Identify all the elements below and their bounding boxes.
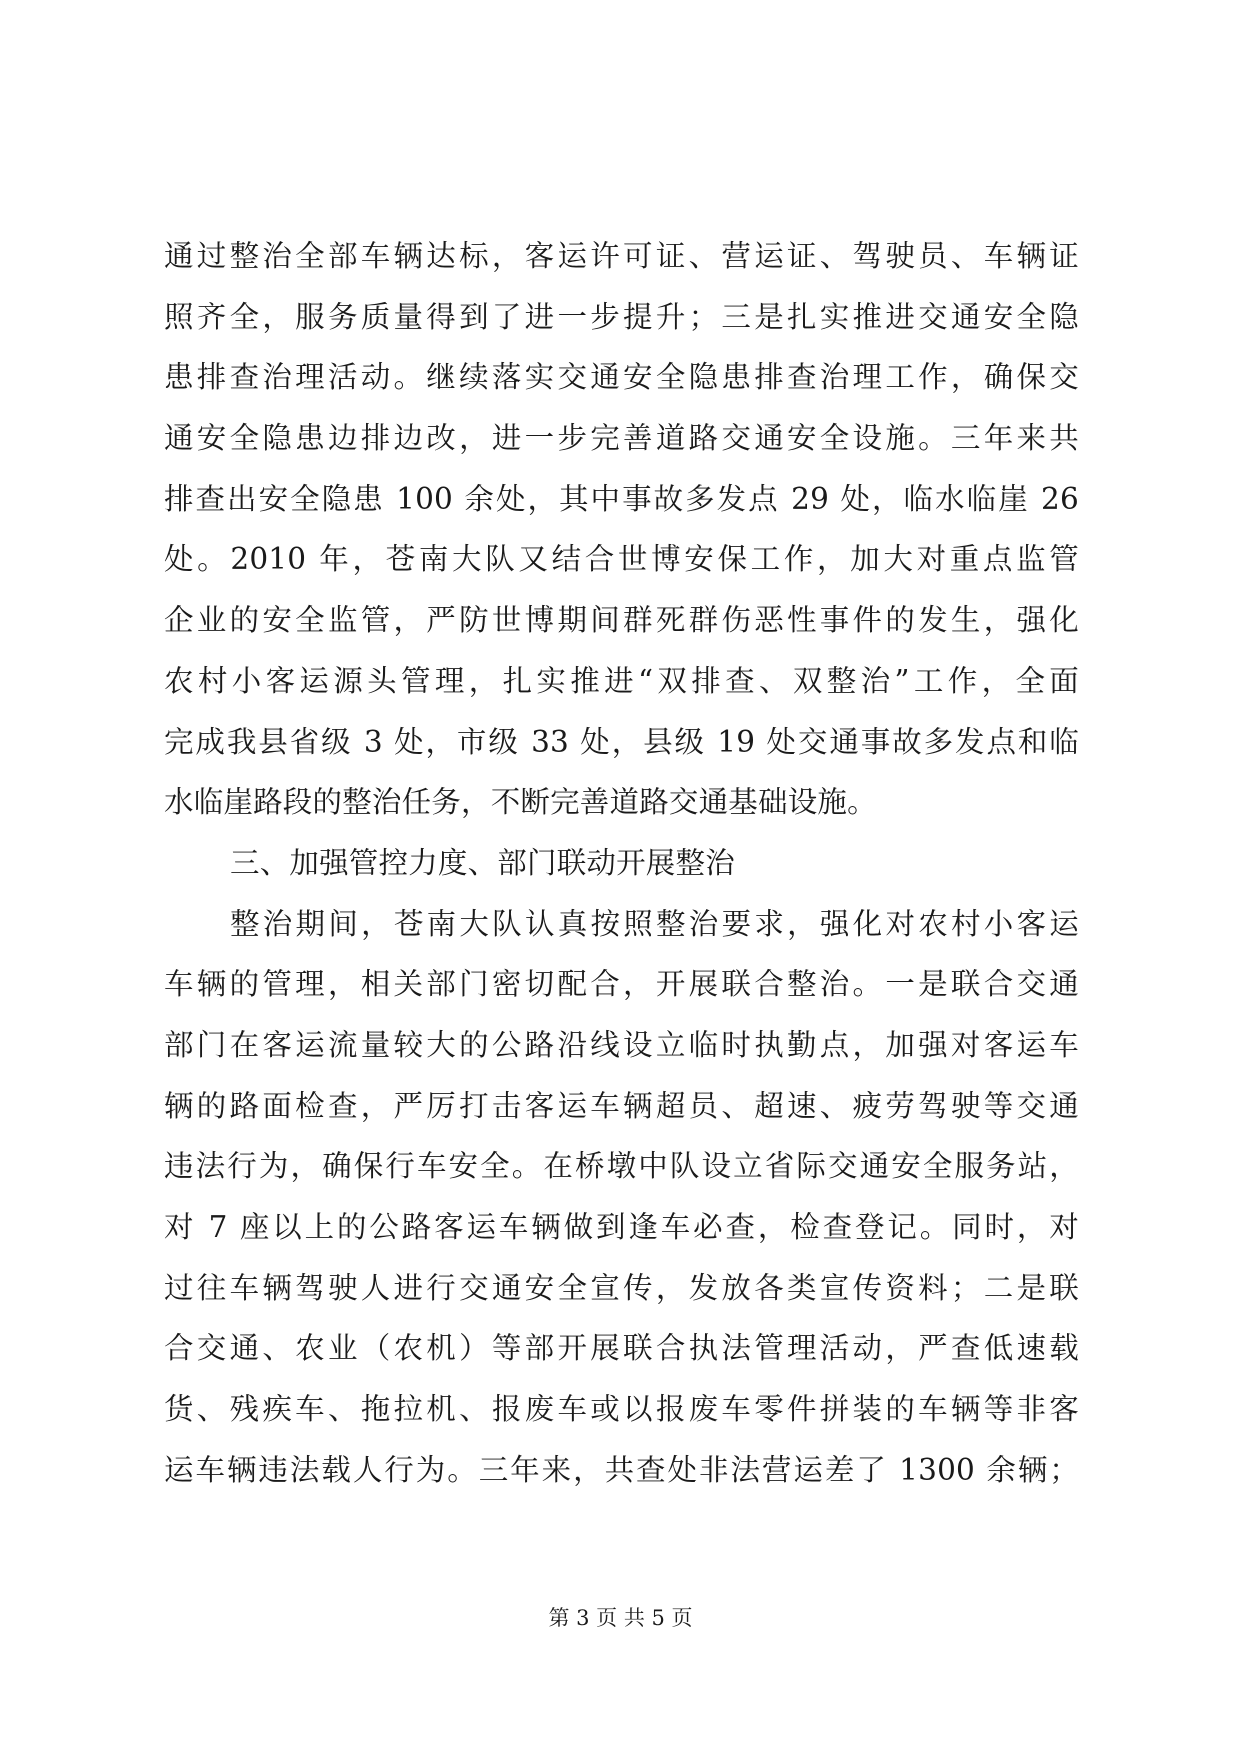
- text-line: 通过整治全部车辆达标，客运许可证、营运证、驾驶员、车辆证: [164, 239, 1079, 273]
- text-line: 处。2010 年，苍南大队又结合世博安保工作，加大对重点监管: [164, 542, 1079, 577]
- text-line: 运车辆违法载人行为。三年来，共查处非法营运差了 1300 余辆；: [164, 1452, 1079, 1487]
- text-line: 排查出安全隐患 100 余处，其中事故多发点 29 处，临水临崖 26: [164, 481, 1079, 516]
- text-line: 通安全隐患边排边改，进一步完善道路交通安全设施。三年来共: [164, 421, 1079, 456]
- text-line: 患排查治理活动。继续落实交通安全隐患排查治理工作，确保交: [164, 360, 1079, 395]
- section-heading: 三、加强管控力度、部门联动开展整治: [230, 845, 735, 880]
- text-line: 完成我县省级 3 处，市级 33 处，县级 19 处交通事故多发点和临: [164, 724, 1079, 759]
- text-line: 合交通、农业（农机）等部开展联合执法管理活动，严查低速载: [164, 1331, 1079, 1366]
- text-line: 对 7 座以上的公路客运车辆做到逢车必查，检查登记。同时，对: [164, 1210, 1079, 1244]
- text-line: 照齐全，服务质量得到了进一步提升；三是扎实推进交通安全隐: [164, 299, 1079, 334]
- page-footer: 第 3 页 共 5 页: [548, 1606, 693, 1630]
- text-line: 企业的安全监管，严防世博期间群死群伤恶性事件的发生，强化: [164, 603, 1079, 638]
- text-line: 车辆的管理，相关部门密切配合，开展联合整治。一是联合交通: [164, 967, 1079, 1002]
- text-line: 违法行为，确保行车安全。在桥墩中队设立省际交通安全服务站，: [164, 1149, 1079, 1184]
- text-line: 整治期间，苍南大队认真按照整治要求，强化对农村小客运: [230, 906, 1079, 941]
- text-line: 部门在客运流量较大的公路沿线设立临时执勤点，加强对客运车: [164, 1027, 1079, 1062]
- text-line: 货、残疾车、拖拉机、报废车或以报废车零件拼装的车辆等非客: [164, 1392, 1079, 1427]
- text-line: 辆的路面检查，严厉打击客运车辆超员、超速、疲劳驾驶等交通: [164, 1088, 1079, 1123]
- text-line: 水临崖路段的整治任务，不断完善道路交通基础设施。: [164, 785, 877, 820]
- body-text: [164, 226, 1079, 1500]
- text-line: 农村小客运源头管理，扎实推进“双排查、双整治”工作，全面: [164, 663, 1079, 698]
- text-line: 过往车辆驾驶人进行交通安全宣传，发放各类宣传资料；二是联: [164, 1270, 1079, 1305]
